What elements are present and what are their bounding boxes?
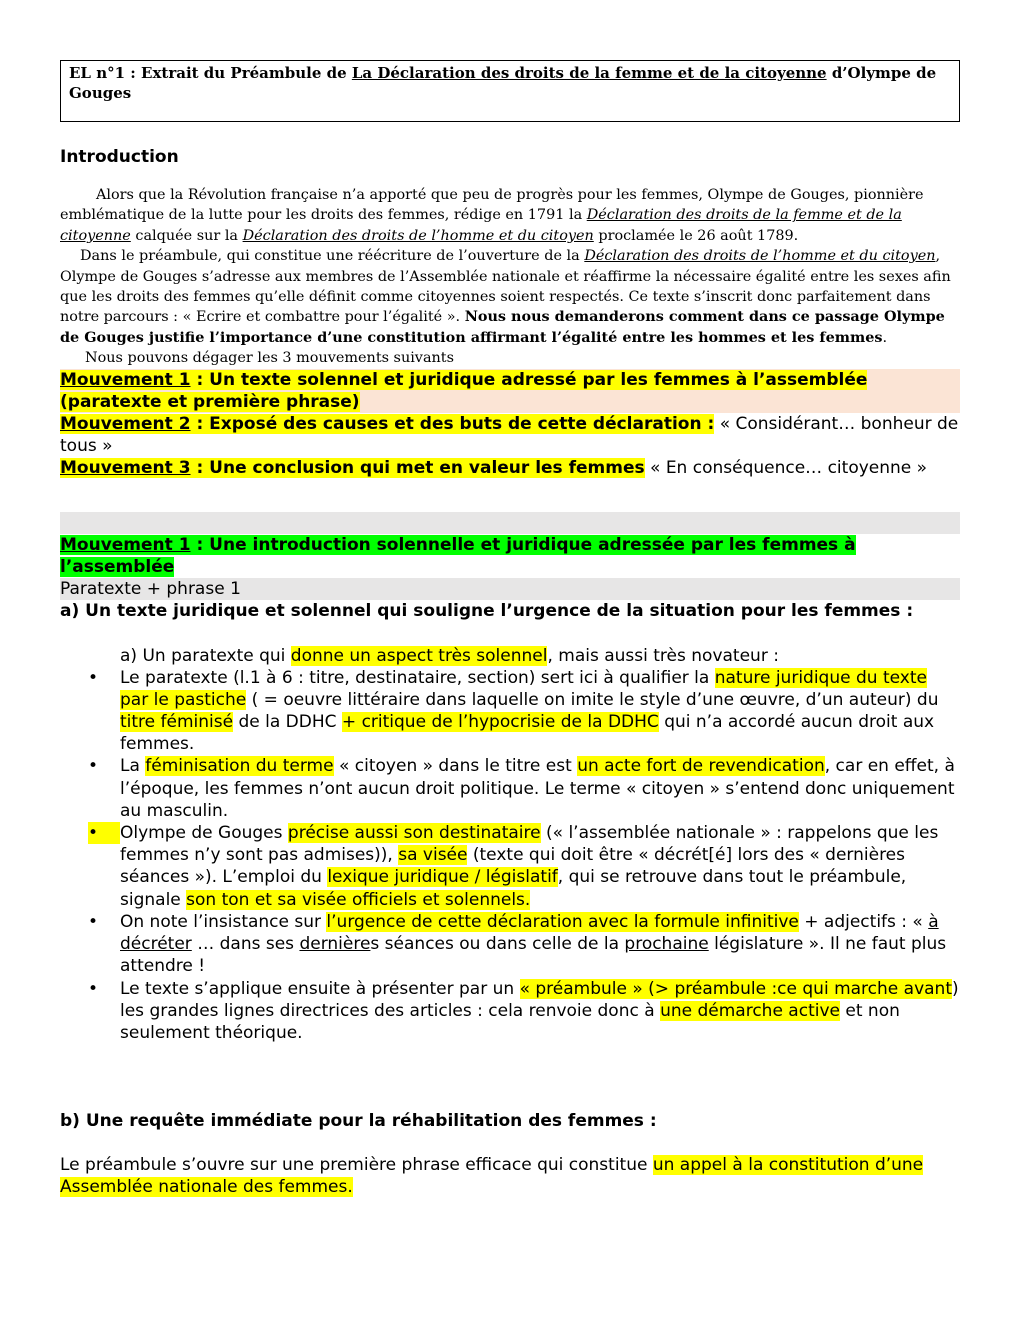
bullet-item-2 <box>60 755 960 822</box>
b4-underline-1: à décréter <box>120 911 939 955</box>
bullet-item-1 <box>60 667 960 756</box>
b1-hl-1: nature juridique du texte par le pastiche <box>120 667 927 710</box>
b1-hl-2: titre féminisé <box>120 712 234 733</box>
movement-2-title: : Exposé des causes et des buts de cette déclaration : <box>190 413 715 434</box>
section-1-subtitle: Paratexte + phrase 1 <box>60 578 960 600</box>
introduction-heading: Introduction <box>60 147 179 167</box>
final-paragraph <box>60 1154 960 1198</box>
final-highlight: un appel à la constitution d’une Assemblée nationale des femmes. <box>60 1155 924 1198</box>
b1-text-2: ( = oeuvre littéraire dans laquelle on imite le style d’une œuvre, d’un auteur) du <box>246 689 939 710</box>
b5-text-2: ) les grandes lignes directrices des articles : cela renvoie donc à <box>120 978 959 1021</box>
bullet-list <box>60 667 960 1044</box>
bullet-glyph: • <box>88 978 99 999</box>
b1-text-4: qui n’a accordé aucun droit aux femmes. <box>120 712 935 755</box>
b4-text-5: législature ». Il ne faut plus attendre ! <box>120 934 947 977</box>
bullet-glyph: • <box>88 911 99 932</box>
intro-paragraph-1 <box>60 185 960 246</box>
intro-p2-text-2: , Olympe de Gouges s’adresse aux membres de l’Assemblée nationale et réaffirme la nécessaire égalité entre les sexes afin que les droits des femmes qu’elle définit comme citoyennes soient respectés. Ce texte s’inscrit donc parfaitement dans notre parcours : « Ecrire et combattre pour l’égalité ». <box>60 248 951 326</box>
b4-text: On note l’insistance sur <box>120 911 327 932</box>
movements-list <box>60 369 960 479</box>
b3-text-2: (« l’assemblée nationale » : rappelons que les femmes n’y sont pas admises)), <box>120 823 939 866</box>
movement-2-quote: « Considérant… bonheur de tous » <box>60 413 959 456</box>
sub-heading-a <box>60 645 960 667</box>
movement-1-label: Mouvement 1 <box>60 369 191 390</box>
heading-b: b) Une requête immédiate pour la réhabilitation des femmes : <box>60 1111 657 1132</box>
sub-a-highlight: donne un aspect très solennel <box>290 645 548 666</box>
movement-1-line <box>60 369 960 413</box>
intro-p2-title-ddhc: Déclaration des droits de l’homme et du citoyen <box>584 248 936 265</box>
b5-text: Le texte s’applique ensuite à présenter par un <box>120 978 520 999</box>
section-movement-1 <box>60 534 960 1198</box>
sub-a-text: a) Un paratexte qui <box>120 645 291 666</box>
intro-paragraph-2 <box>60 246 960 348</box>
section-1-title: : Une introduction solennelle et juridique adressée par les femmes à l’assemblée <box>60 534 856 577</box>
b3-hl-3: lexique juridique / législatif <box>327 867 558 888</box>
b1-text: Le paratexte (l.1 à 6 : titre, destinataire, section) sert ici à qualifier la <box>120 667 715 688</box>
intro-p2-text: Dans le préambule, qui constitue une réécriture de l’ouverture de la <box>80 248 585 265</box>
b5-text-3: et non seulement théorique. <box>120 1000 900 1043</box>
movement-3-label: Mouvement 3 <box>60 457 191 478</box>
separator-band <box>60 512 960 534</box>
intro-p1-title-ddhc: Déclaration des droits de l’homme et du citoyen <box>242 227 594 244</box>
intro-p1-text-2: calquée sur la <box>130 227 243 244</box>
bullet-glyph: • <box>88 756 99 777</box>
b3-hl-2: sa visée <box>398 845 468 866</box>
document-page <box>60 60 960 1198</box>
sub-a-text-2: , mais aussi très novateur : <box>547 645 779 666</box>
b4-underline-3: prochaine <box>624 934 709 955</box>
b3-hl-4: son ton et sa visée officiels et solennels. <box>186 889 531 910</box>
b4-underline-2: dernière <box>299 934 371 955</box>
b2-text: La <box>120 756 146 777</box>
title-suffix: d’Olympe de Gouges <box>69 64 937 102</box>
intro-p1-text-3: proclamée le 26 août 1789. <box>593 227 799 244</box>
b5-hl-1: « préambule » (> préambule :ce qui marche avant <box>519 978 952 999</box>
intro-p1-text: Alors que la Révolution française n’a apporté que peu de progrès pour les femmes, Olympe de Gouges, pionnière emblématique de la lutte pour les droits des femmes, rédige en 1791 la <box>60 187 924 224</box>
section-1-label: Mouvement 1 <box>60 534 191 555</box>
movement-1-title: : Un texte solennel et juridique adressé par les femmes à l’assemblée (paratexte et première phrase) <box>60 369 868 412</box>
document-title-box <box>60 60 960 122</box>
b4-text-4: s séances ou dans celle de la <box>370 934 625 955</box>
b1-hl-3: + critique de l’hypocrisie de la DDHC <box>341 712 659 733</box>
b2-hl-2: un acte fort de revendication <box>577 756 825 777</box>
movement-2-line <box>60 413 960 457</box>
intro-paragraph-3: Nous pouvons dégager les 3 mouvements suivants <box>85 350 454 367</box>
movement-2-label: Mouvement 2 <box>60 413 191 434</box>
b1-text-3: de la DDHC <box>233 712 342 733</box>
bullet-item-3 <box>60 822 960 911</box>
movement-3-quote: « En conséquence… citoyenne » <box>644 457 928 478</box>
intro-p1-title-ddfc: Déclaration des droits de la femme et de la citoyenne <box>60 207 902 244</box>
final-text: Le préambule s’ouvre sur une première phrase efficace qui constitue <box>60 1155 653 1176</box>
b4-text-3: … dans ses <box>191 934 300 955</box>
b4-text-2: + adjectifs : « <box>798 911 929 932</box>
b2-hl-1: féminisation du terme <box>145 756 334 777</box>
b3-text-3: (texte qui doit être « décrét[é] lors des « dernières séances »). L’emploi du <box>120 845 906 888</box>
heading-a: a) Un texte juridique et solennel qui souligne l’urgence de la situation pour les femmes : <box>60 600 914 621</box>
movement-3-line <box>60 457 960 479</box>
b2-text-3: , car en effet, à l’époque, les femmes n’ont aucun droit politique. Le terme « citoyen » s’entend donc uniquement au masculin. <box>120 756 955 821</box>
title-prefix: EL n°1 : Extrait du Préambule de <box>69 64 352 82</box>
intro-p2-end: . <box>882 329 888 346</box>
section-1-heading <box>60 534 960 578</box>
b3-text-4: , qui se retrouve dans tout le préambule, signale <box>120 867 907 910</box>
b4-hl-1: l’urgence de cette déclaration avec la formule infinitive <box>326 911 799 932</box>
b5-hl-2: une démarche active <box>660 1000 840 1021</box>
movement-3-title: : Une conclusion qui met en valeur les femmes <box>190 457 645 478</box>
intro-problematique: Nous nous demanderons comment dans ce passage Olympe de Gouges justifie l’importance d’une constitution affirmant l’égalité entre les hommes et les femmes <box>60 308 945 346</box>
bullet-glyph: • <box>88 667 99 688</box>
b2-text-2: « citoyen » dans le titre est <box>333 756 578 777</box>
title-work: La Déclaration des droits de la femme et de la citoyenne <box>351 64 827 82</box>
b3-text: Olympe de Gouges <box>120 823 288 844</box>
bullet-glyph-highlighted: • <box>88 822 120 844</box>
introduction-body <box>60 185 960 369</box>
bullet-item-5 <box>60 978 960 1045</box>
bullet-item-4 <box>60 911 960 978</box>
b3-hl-1: précise aussi son destinataire <box>287 823 541 844</box>
